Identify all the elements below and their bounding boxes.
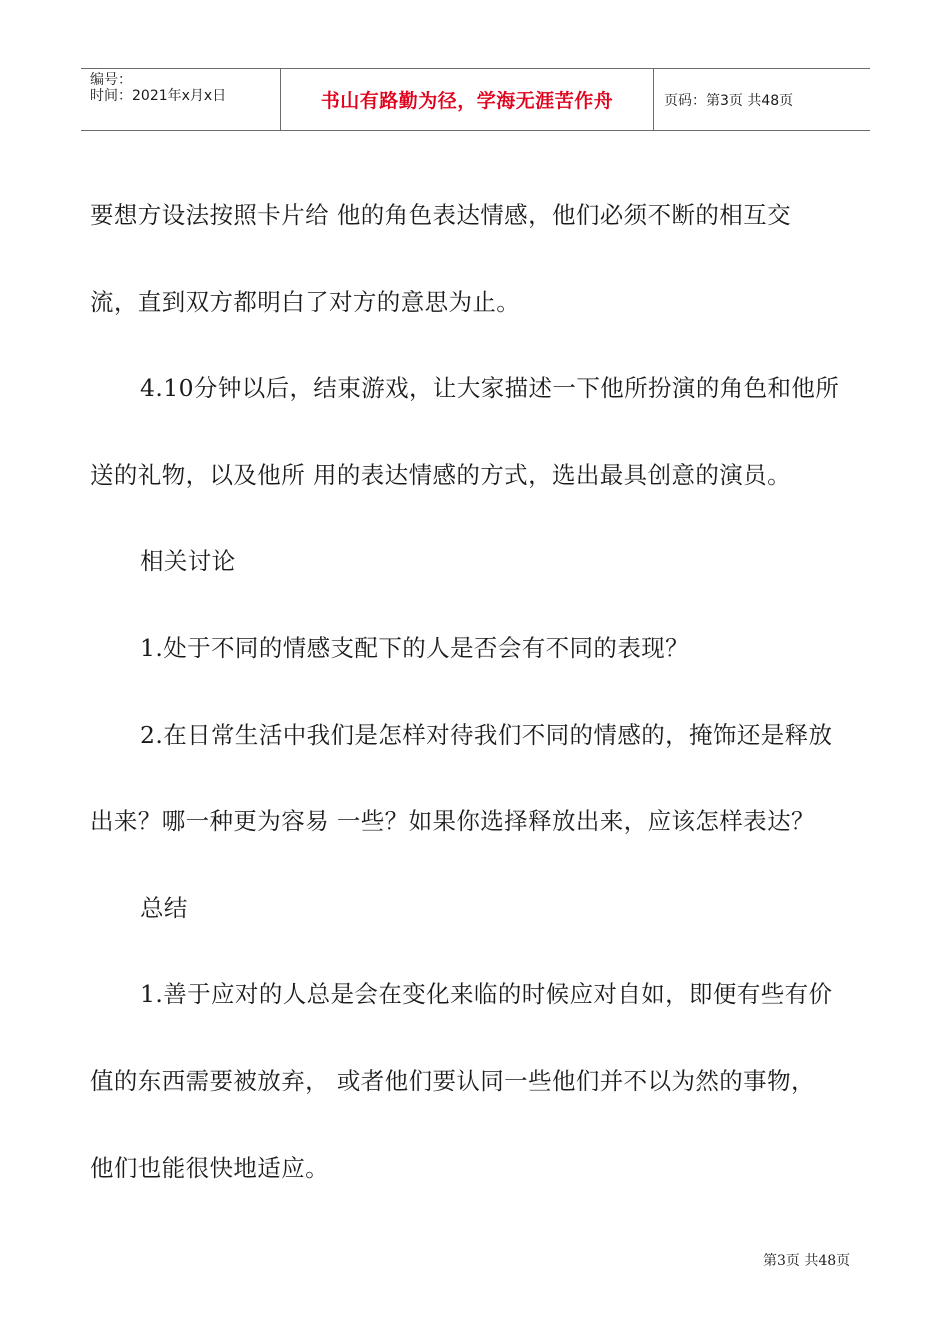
- date-label: 时间：2021年x月x日: [90, 88, 227, 104]
- section-heading-summary: 总结: [140, 893, 188, 922]
- page-footer: [763, 1250, 850, 1270]
- header-page-cell: [654, 69, 870, 130]
- section-heading-discussion: 相关讨论: [140, 547, 236, 576]
- paragraph-line: 要想方设法按照卡片给 他的角色表达情感，他们必须不断的相互交: [90, 201, 791, 229]
- header-meta-cell: [81, 69, 281, 130]
- paragraph-line: 值的东西需要被放弃， 或者他们要认同一些他们并不以为然的事物，: [90, 1066, 815, 1095]
- document-body: [90, 172, 880, 1211]
- paragraph-line: 流，直到双方都明白了对方的意思为止。: [90, 287, 521, 316]
- paragraph-line: 他们也能很快地适应。: [90, 1153, 329, 1182]
- paragraph-line: 4.10分钟以后，结束游戏，让大家描述一下他所扮演的角色和他所: [140, 374, 840, 403]
- paragraph-line: 1.处于不同的情感支配下的人是否会有不同的表现？: [140, 633, 690, 662]
- header-page-number: 页码：第3页 共48页: [664, 92, 794, 109]
- header-motto-cell: [281, 69, 654, 130]
- serial-number-label: 编号：: [90, 72, 132, 88]
- motto-text: 书山有路勤为径，学海无涯苦作舟: [320, 90, 614, 112]
- paragraph-line: 2.在日常生活中我们是怎样对待我们不同的情感的，掩饰还是释放: [140, 720, 833, 749]
- page-header: [81, 68, 870, 131]
- paragraph-line: 出来？哪一种更为容易 一些？如果你选择释放出来，应该怎样表达？: [90, 807, 815, 836]
- paragraph-line: 1.善于应对的人总是会在变化来临的时候应对自如，即便有些有价: [140, 980, 833, 1009]
- footer-page-number: 第3页 共48页: [763, 1253, 851, 1269]
- paragraph-line: 送的礼物，以及他所 用的表达情感的方式，选出最具创意的演员。: [90, 460, 791, 489]
